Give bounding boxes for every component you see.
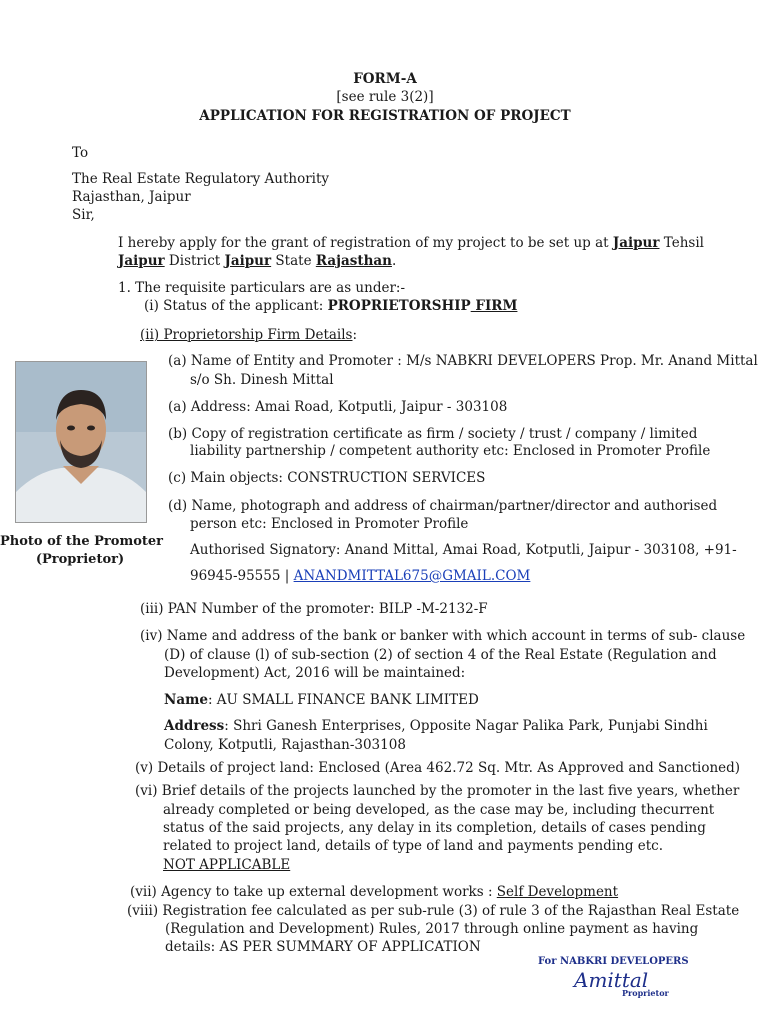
status-label: (i) Status of the applicant: xyxy=(144,298,328,314)
signature-firm: For NABKRI DEVELOPERS xyxy=(538,956,689,967)
firm-details-colon: : xyxy=(352,327,358,343)
brief-line-3: status of the said projects, any delay in its completion, details of cases pending xyxy=(163,820,706,836)
form-title: FORM-A xyxy=(353,71,417,87)
signatory-line-2 xyxy=(190,568,530,584)
land-line: (v) Details of project land: Enclosed (Area 462.72 Sq. Mtr. As Approved and Sanctioned) xyxy=(135,760,741,776)
bank-address-line-1 xyxy=(164,718,708,734)
brief-line-4: related to project land, details of type of land and payments pending etc. xyxy=(163,838,664,854)
agency-label: (vii) Agency to take up external development works : xyxy=(130,884,497,900)
name-line-2: person etc: Enclosed in Promoter Profile xyxy=(190,516,469,532)
bank-address-line-2: Colony, Kotputli, Rajasthan-303108 xyxy=(164,737,406,753)
tehsil-label: Tehsil xyxy=(659,235,704,251)
intro-end: . xyxy=(391,253,397,269)
signatory-phone: 96945-95555 | xyxy=(190,568,294,584)
entity-line-2: s/o Sh. Dinesh Mittal xyxy=(190,372,334,388)
fee-line-2: (Regulation and Development) Rules, 2017 through online payment as having xyxy=(165,921,699,937)
fee-line-3: details: AS PER SUMMARY OF APPLICATION xyxy=(165,939,481,955)
bank-name-line xyxy=(164,692,479,708)
bank-address-label: Address xyxy=(164,718,225,734)
name-line-1: (d) Name, photograph and address of chairman/partner/director and authorised xyxy=(168,498,718,514)
salutation: Sir, xyxy=(72,207,95,223)
bank-address-value: : Shri Ganesh Enterprises, Opposite Nagar Palika Park, Punjabi Sindhi xyxy=(224,718,708,734)
address-line: (a) Address: Amai Road, Kotputli, Jaipur - 303108 xyxy=(168,399,508,415)
state-value: Jaipur xyxy=(224,253,272,269)
firm-details-label: (ii) Proprietorship Firm Details xyxy=(140,327,353,343)
tehsil-value: Jaipur xyxy=(612,235,660,251)
signature-role: Proprietor xyxy=(622,988,669,998)
intro-paragraph xyxy=(118,234,704,270)
intro-text: I hereby apply for the grant of registration of my project to be set up at xyxy=(118,235,613,251)
signature-stamp xyxy=(538,956,689,1006)
signature-handwriting: Amittal xyxy=(574,968,649,992)
copy-line-1: (b) Copy of registration certificate as firm / society / trust / company / limited xyxy=(168,426,698,442)
brief-not-applicable: NOT APPLICABLE xyxy=(163,857,291,873)
rule-reference: [see rule 3(2)] xyxy=(336,89,434,105)
objects-line: (c) Main objects: CONSTRUCTION SERVICES xyxy=(168,470,486,486)
photo-caption-2: (Proprietor) xyxy=(35,552,125,567)
state-name: Rajasthan xyxy=(315,253,392,269)
agency-value: Self Development xyxy=(496,884,619,900)
firm-details-heading xyxy=(140,327,357,343)
authority-name: The Real Estate Regulatory Authority xyxy=(72,171,330,187)
particulars-heading: 1. The requisite particulars are as under:- xyxy=(118,280,406,296)
addressee-to: To xyxy=(72,145,89,161)
bank-name-label: Name xyxy=(164,692,208,708)
entity-line-1: (a) Name of Entity and Promoter : M/s NABKRI DEVELOPERS Prop. Mr. Anand Mittal xyxy=(168,353,758,369)
status-value: PROPRIETORSHIP xyxy=(327,298,471,314)
agency-line xyxy=(130,884,618,900)
bank-name-value: : AU SMALL FINANCE BANK LIMITED xyxy=(207,692,479,708)
status-line xyxy=(144,298,517,314)
promoter-photo xyxy=(15,361,147,523)
copy-line-2: liability partnership / competent authority etc: Enclosed in Promoter Profile xyxy=(190,443,711,459)
promoter-photo-image xyxy=(16,362,146,522)
authority-location: Rajasthan, Jaipur xyxy=(72,189,191,205)
signatory-line-1: Authorised Signatory: Anand Mittal, Amai Road, Kotputli, Jaipur - 303108, +91- xyxy=(190,542,737,558)
fee-line-1: (viii) Registration fee calculated as per sub-rule (3) of rule 3 of the Rajasthan Real Estate xyxy=(127,903,740,919)
brief-line-1: (vi) Brief details of the projects launched by the promoter in the last five years, whether xyxy=(135,783,740,799)
state-label: State xyxy=(271,253,316,269)
form-heading: APPLICATION FOR REGISTRATION OF PROJECT xyxy=(199,108,571,124)
district-label: District xyxy=(164,253,225,269)
bank-line-3: Development) Act, 2016 will be maintained: xyxy=(164,665,466,681)
bank-line-2: (D) of clause (l) of sub-section (2) of section 4 of the Real Estate (Regulation and xyxy=(164,647,717,663)
bank-line-1: (iv) Name and address of the bank or banker with which account in terms of sub- clause xyxy=(140,628,746,644)
district-value: Jaipur xyxy=(118,253,165,269)
brief-line-2: already completed or being developed, as the case may be, including thecurrent xyxy=(163,802,715,818)
status-value-firm: FIRM xyxy=(470,298,518,314)
pan-line: (iii) PAN Number of the promoter: BILP -M-2132-F xyxy=(140,601,488,617)
photo-caption-1: Photo of the Promoter xyxy=(0,534,163,549)
signatory-email-link[interactable]: ANANDMITTAL675@GMAIL.COM xyxy=(293,568,531,584)
